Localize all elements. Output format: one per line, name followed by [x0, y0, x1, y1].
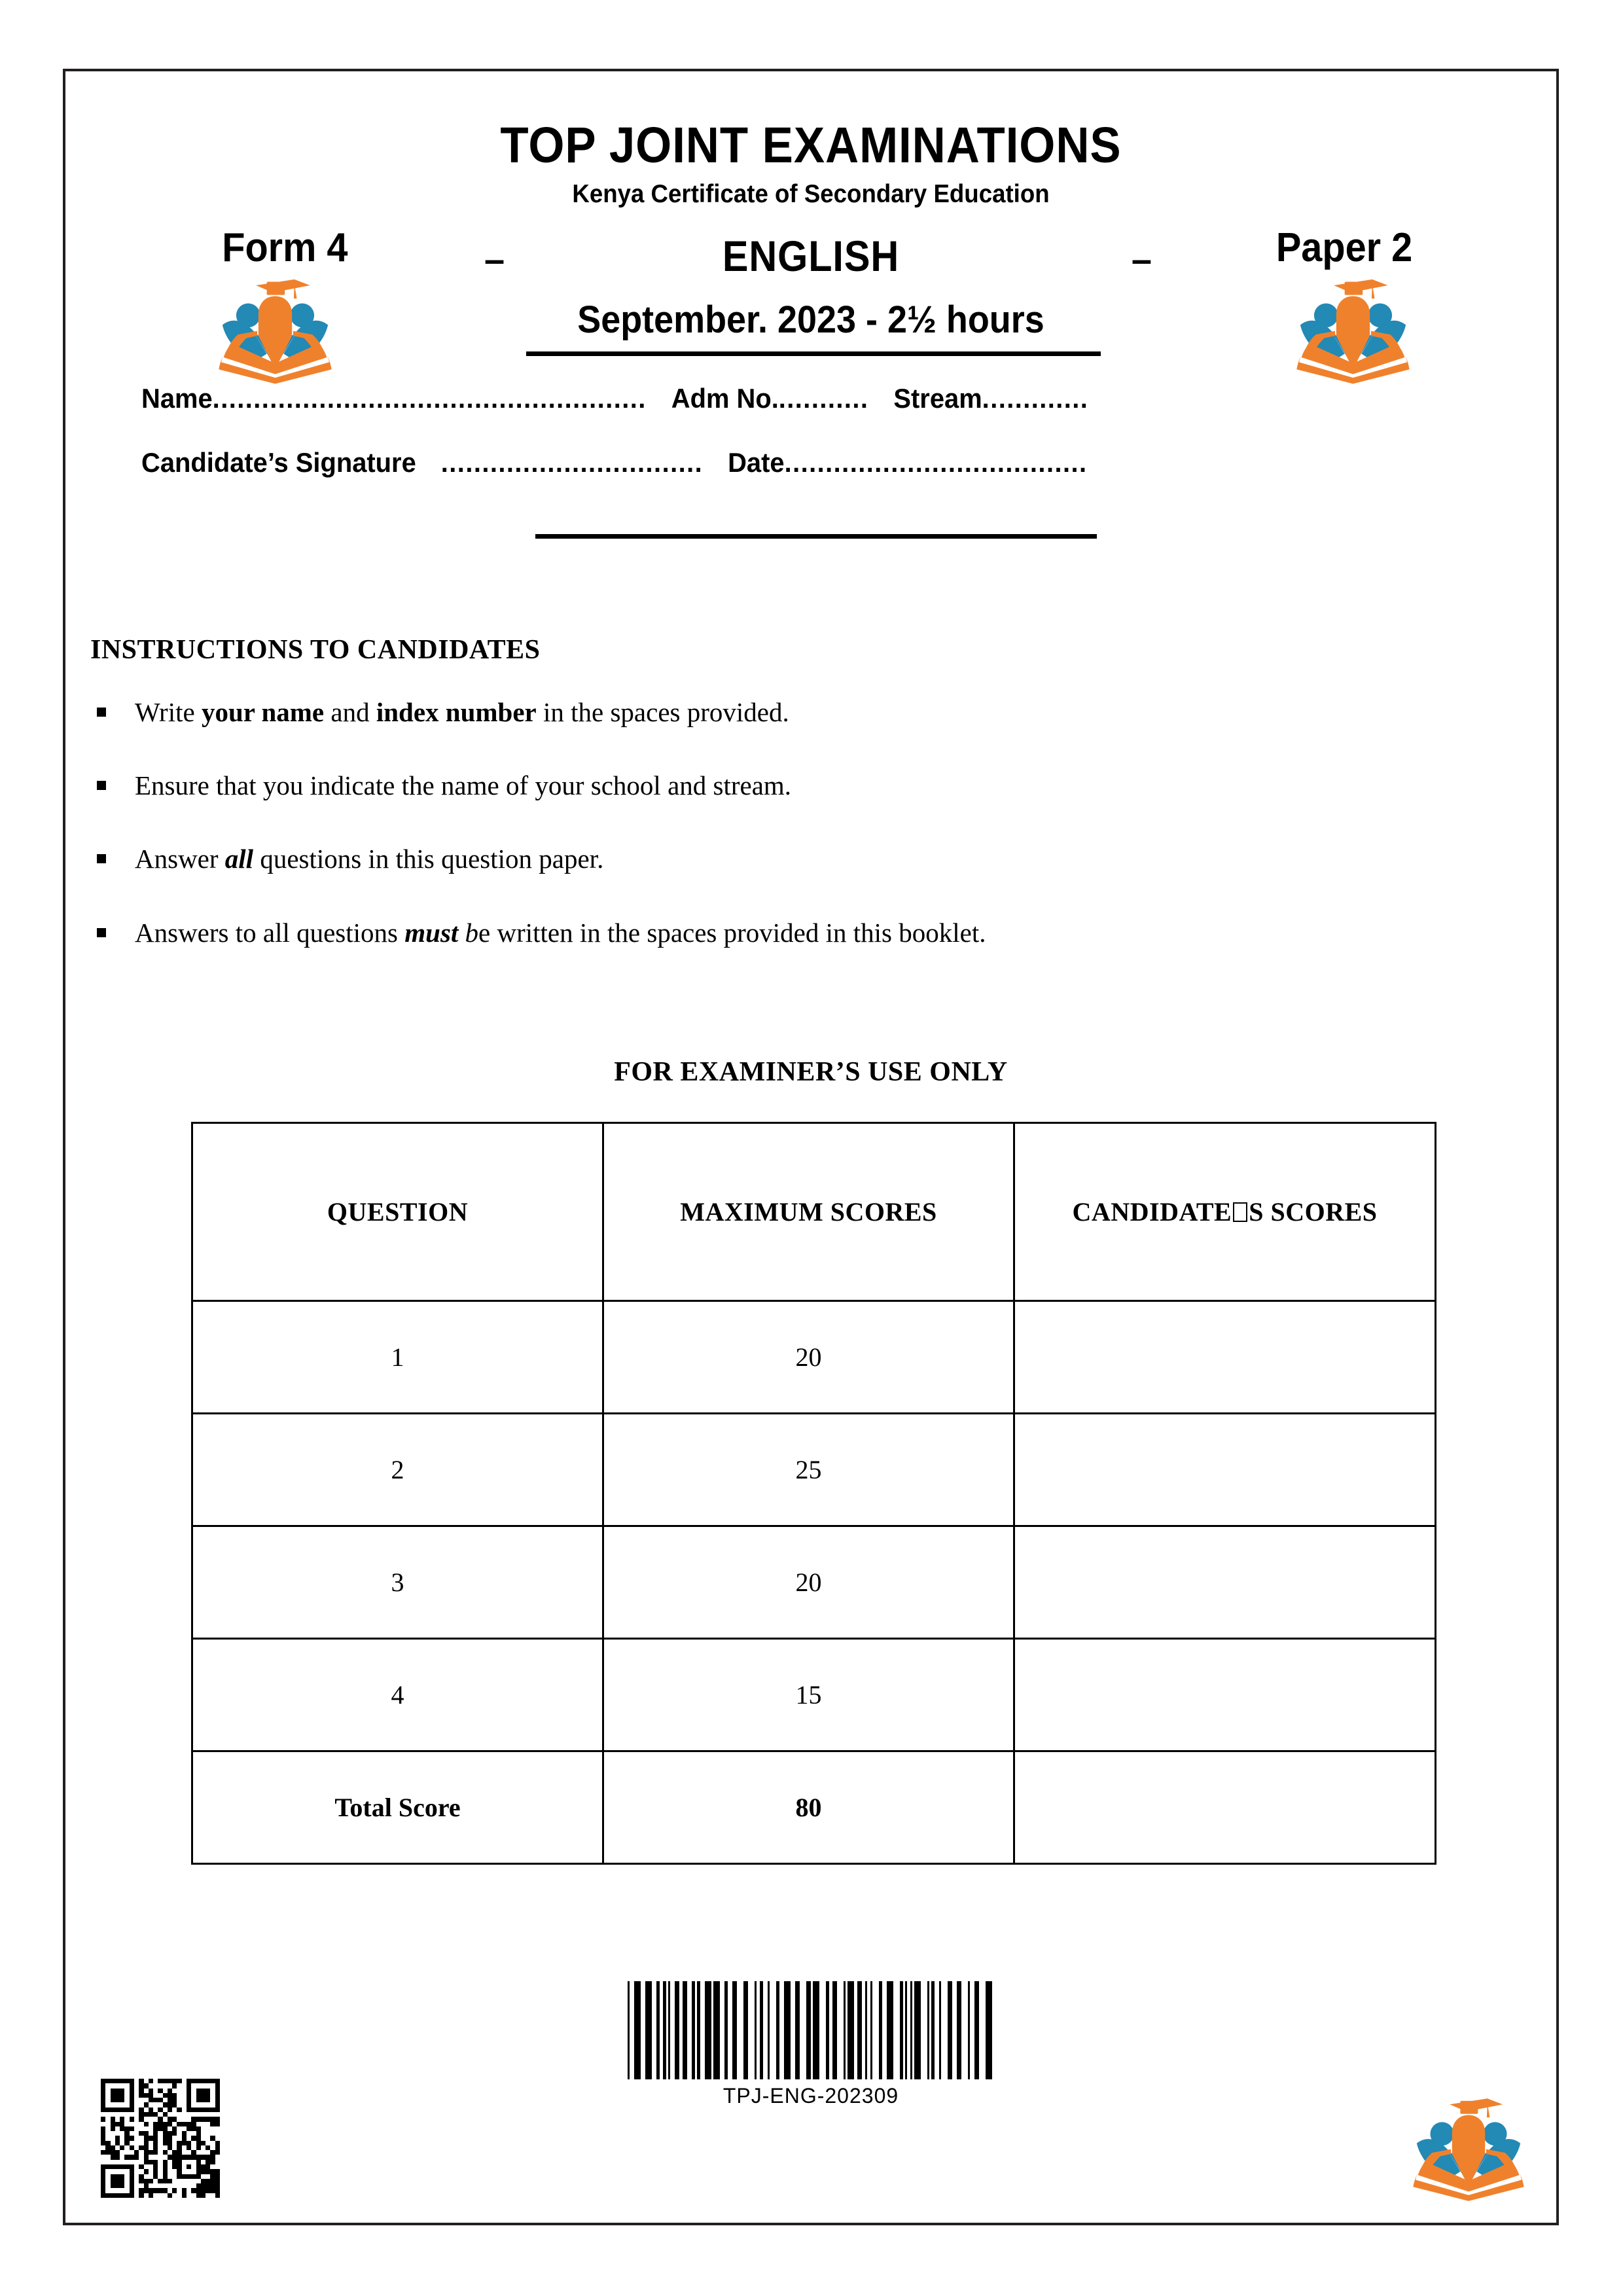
candidate-score-cell[interactable] [1014, 1751, 1436, 1864]
candidate-score-cell[interactable] [1014, 1526, 1436, 1639]
name-field-row [141, 383, 1436, 414]
instructions-list [90, 696, 1478, 990]
candidate-score-cell[interactable] [1014, 1639, 1436, 1751]
exam-date-duration: September. 2023 - 2½ hours [577, 298, 1044, 341]
missing-glyph-box-icon [1233, 1202, 1247, 1222]
paper-number-label: Paper 2 [1275, 225, 1413, 270]
tpj-graduate-book-logo-icon [1293, 278, 1414, 386]
examiner-score-table [191, 1122, 1436, 1865]
date-label: Date [728, 447, 785, 478]
maximum-score-cell: 20 [603, 1526, 1014, 1639]
signature-label: Candidate’s Signature [141, 447, 416, 478]
table-body [192, 1301, 1436, 1864]
instruction-item: Write your name and index number in the spaces provided. [90, 696, 1478, 728]
table-header-row [192, 1123, 1436, 1301]
question-cell: 3 [192, 1526, 603, 1639]
instruction-item: Answers to all questions must be written in the spaces provided in this booklet. [90, 917, 1478, 949]
instruction-item: Answer all questions in this question paper. [90, 843, 1478, 875]
exam-subtitle: Kenya Certificate of Secondary Education [572, 180, 1050, 208]
barcode-block [65, 1973, 1556, 2108]
table-row [192, 1301, 1436, 1414]
exam-header [65, 71, 1556, 384]
instructions-heading: INSTRUCTIONS TO CANDIDATES [90, 635, 541, 665]
code128-barcode-icon [628, 1981, 994, 2079]
column-header-candidate-scores [1014, 1123, 1436, 1301]
maximum-score-cell: 80 [603, 1751, 1014, 1864]
dash-separator-left: – [484, 238, 505, 279]
question-cell: 2 [192, 1414, 603, 1526]
barcode-label: TPJ-ENG-202309 [722, 2084, 899, 2108]
candidate-score-cell[interactable] [1014, 1301, 1436, 1414]
dash-separator-right: – [1131, 238, 1152, 279]
maximum-score-cell: 25 [603, 1414, 1014, 1526]
date-input[interactable]: ..................................... [784, 447, 1088, 478]
maximum-score-cell: 20 [603, 1301, 1014, 1414]
stream-label: Stream [893, 383, 982, 414]
question-cell: Total Score [192, 1751, 603, 1864]
page-title: TOP JOINT EXAMINATIONS [500, 117, 1122, 173]
instruction-item: Ensure that you indicate the name of your school and stream. [90, 770, 1478, 802]
adm-no-input[interactable]: ........... [778, 383, 869, 414]
name-input[interactable]: ..................................................... [212, 383, 647, 414]
adm-no-label: Adm No. [671, 383, 779, 414]
maximum-score-cell: 15 [603, 1639, 1014, 1751]
candidate-score-cell[interactable] [1014, 1414, 1436, 1526]
table-row [192, 1414, 1436, 1526]
signature-input[interactable]: ................................ [440, 447, 704, 478]
question-cell: 4 [192, 1639, 603, 1751]
name-label: Name [141, 383, 213, 414]
header-divider-top [526, 351, 1101, 356]
column-header-maximum-scores: MAXIMUM SCORES [603, 1123, 1014, 1301]
table-row [192, 1526, 1436, 1639]
candidate-details-block [141, 383, 1504, 511]
subject-row [65, 214, 1556, 384]
candidate-prefix: CANDIDATE [1072, 1197, 1232, 1227]
qr-code-icon [101, 2079, 220, 2198]
tpj-graduate-book-logo-icon [215, 278, 336, 386]
tpj-graduate-book-logo-icon [1410, 2096, 1527, 2204]
page-border [63, 69, 1559, 2225]
table-row [192, 1639, 1436, 1751]
examiner-use-heading: FOR EXAMINER’S USE ONLY [614, 1057, 1008, 1087]
header-divider-bottom [535, 534, 1097, 539]
signature-field-row [141, 447, 1436, 478]
form-level-label: Form 4 [222, 225, 348, 270]
stream-input[interactable]: ............. [982, 383, 1089, 414]
candidate-suffix: S SCORES [1249, 1197, 1378, 1227]
question-cell: 1 [192, 1301, 603, 1414]
table-row-total [192, 1751, 1436, 1864]
subject-name: ENGLISH [722, 232, 900, 280]
column-header-question: QUESTION [192, 1123, 603, 1301]
